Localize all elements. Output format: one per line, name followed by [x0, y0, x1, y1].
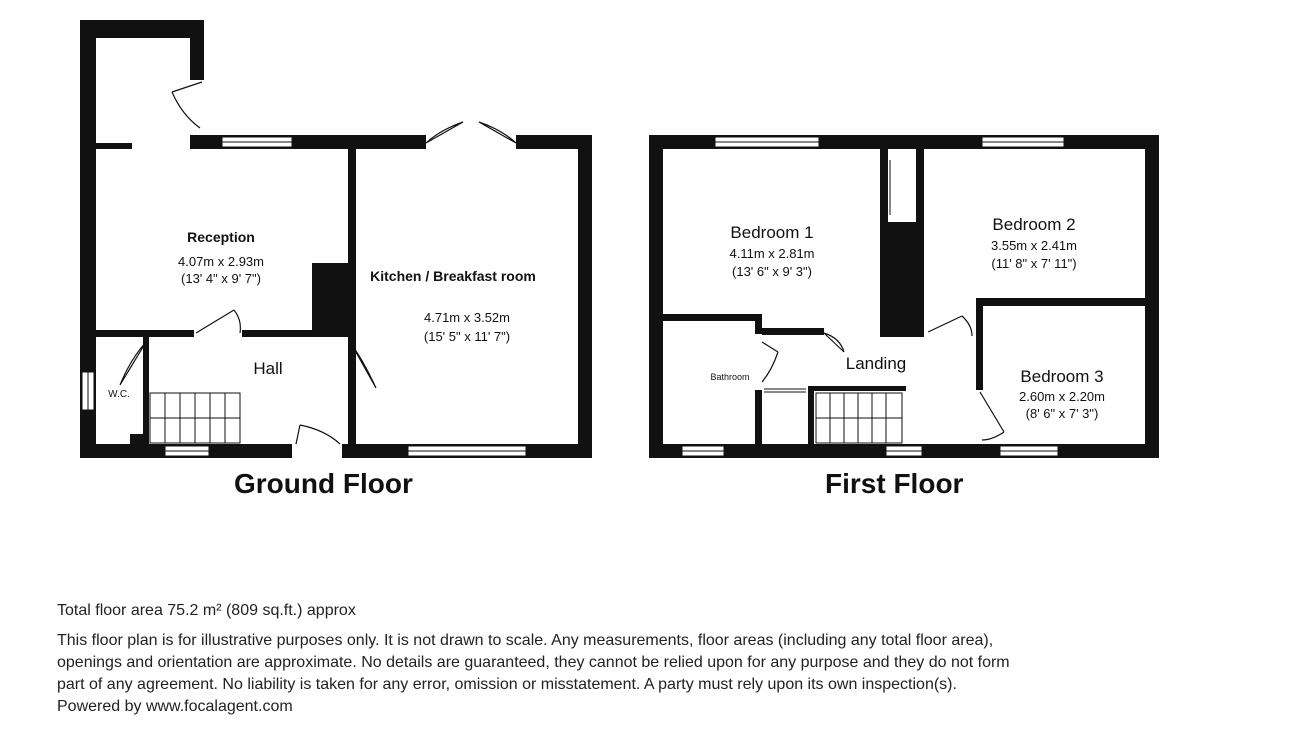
reception-metric: 4.07m x 2.93m — [178, 254, 264, 269]
bathroom-label: Bathroom — [710, 372, 750, 382]
inner-wall — [976, 298, 1145, 306]
wc-fixture — [130, 434, 143, 444]
bedroom3-metric: 2.60m x 2.20m — [1019, 389, 1105, 404]
bedroom2-metric: 3.55m x 2.41m — [991, 238, 1077, 253]
kitchen-imperial: (15' 5" x 11' 7") — [423, 329, 511, 344]
reception-label: Reception — [187, 229, 255, 245]
bedroom1-metric: 4.11m x 2.81m — [729, 246, 815, 261]
door-swing — [980, 392, 1004, 440]
powered-by: Powered by www.focalagent.com — [57, 698, 293, 715]
first-floor-title: First Floor — [825, 468, 964, 499]
landing-label: Landing — [845, 354, 907, 373]
kitchen-metric: 4.71m x 3.52m — [424, 310, 510, 325]
cupboard-block — [880, 222, 924, 337]
bedroom2-imperial: (11' 8" x 7' 11") — [991, 256, 1077, 271]
disclaimer-line: This floor plan is for illustrative purposes only. It is not drawn to scale. Any measurements, floor areas (including any total floor area), — [57, 632, 994, 649]
ground-floor-plan — [80, 20, 592, 459]
door-swing — [928, 316, 972, 336]
disclaimer-line: openings and orientation are approximate. No details are guaranteed, they cannot be relied upon for any purpose and they do not form — [57, 654, 1010, 671]
bedroom3-label: Bedroom 3 — [1020, 367, 1104, 386]
ground-floor-title: Ground Floor — [234, 468, 413, 499]
inner-wall — [96, 143, 132, 149]
disclaimer-line: part of any agreement. No liability is taken for any error, omission or misstatement. A party must rely upon its own inspection(s). — [57, 676, 957, 693]
door-swing — [762, 342, 778, 382]
door-swing — [196, 310, 240, 333]
outer-wall — [649, 135, 663, 458]
door-swing — [120, 342, 146, 385]
outer-wall — [190, 20, 204, 80]
stairs — [816, 393, 902, 443]
outer-wall — [1145, 135, 1159, 458]
french-door-opening — [426, 134, 516, 150]
stairs — [150, 393, 240, 443]
first-floor-plan — [649, 135, 1159, 458]
inner-wall — [976, 298, 983, 390]
bedroom2-label: Bedroom 2 — [992, 215, 1076, 234]
door-opening — [190, 80, 204, 130]
outer-wall — [80, 20, 202, 38]
inner-wall — [755, 314, 762, 334]
inner-wall — [96, 330, 194, 337]
total-floor-area: Total floor area 75.2 m² (809 sq.ft.) approx — [57, 602, 356, 619]
sliding-door — [764, 389, 806, 392]
bedroom1-label: Bedroom 1 — [730, 223, 814, 242]
cupboard-door — [890, 160, 920, 215]
reception-imperial: (13' 4" x 9' 7") — [181, 271, 261, 286]
inner-wall — [663, 314, 761, 321]
bedroom1-imperial: (13' 6" x 9' 3") — [732, 264, 812, 279]
footer — [57, 600, 1257, 718]
kitchen-label: Kitchen / Breakfast room — [370, 268, 536, 284]
chimney-breast — [312, 263, 350, 333]
bedroom3-imperial: (8' 6" x 7' 3") — [1025, 406, 1099, 421]
stair-wall — [808, 386, 814, 444]
hall-label: Hall — [253, 359, 283, 378]
wc-wall — [143, 337, 149, 444]
wc-label: W.C. — [108, 389, 130, 400]
inner-wall — [762, 328, 824, 335]
stair-wall — [808, 386, 906, 391]
door-opening — [292, 443, 342, 459]
door-swing — [296, 425, 340, 444]
outer-wall — [578, 135, 592, 458]
door-swing — [824, 333, 844, 352]
inner-wall — [755, 390, 762, 444]
